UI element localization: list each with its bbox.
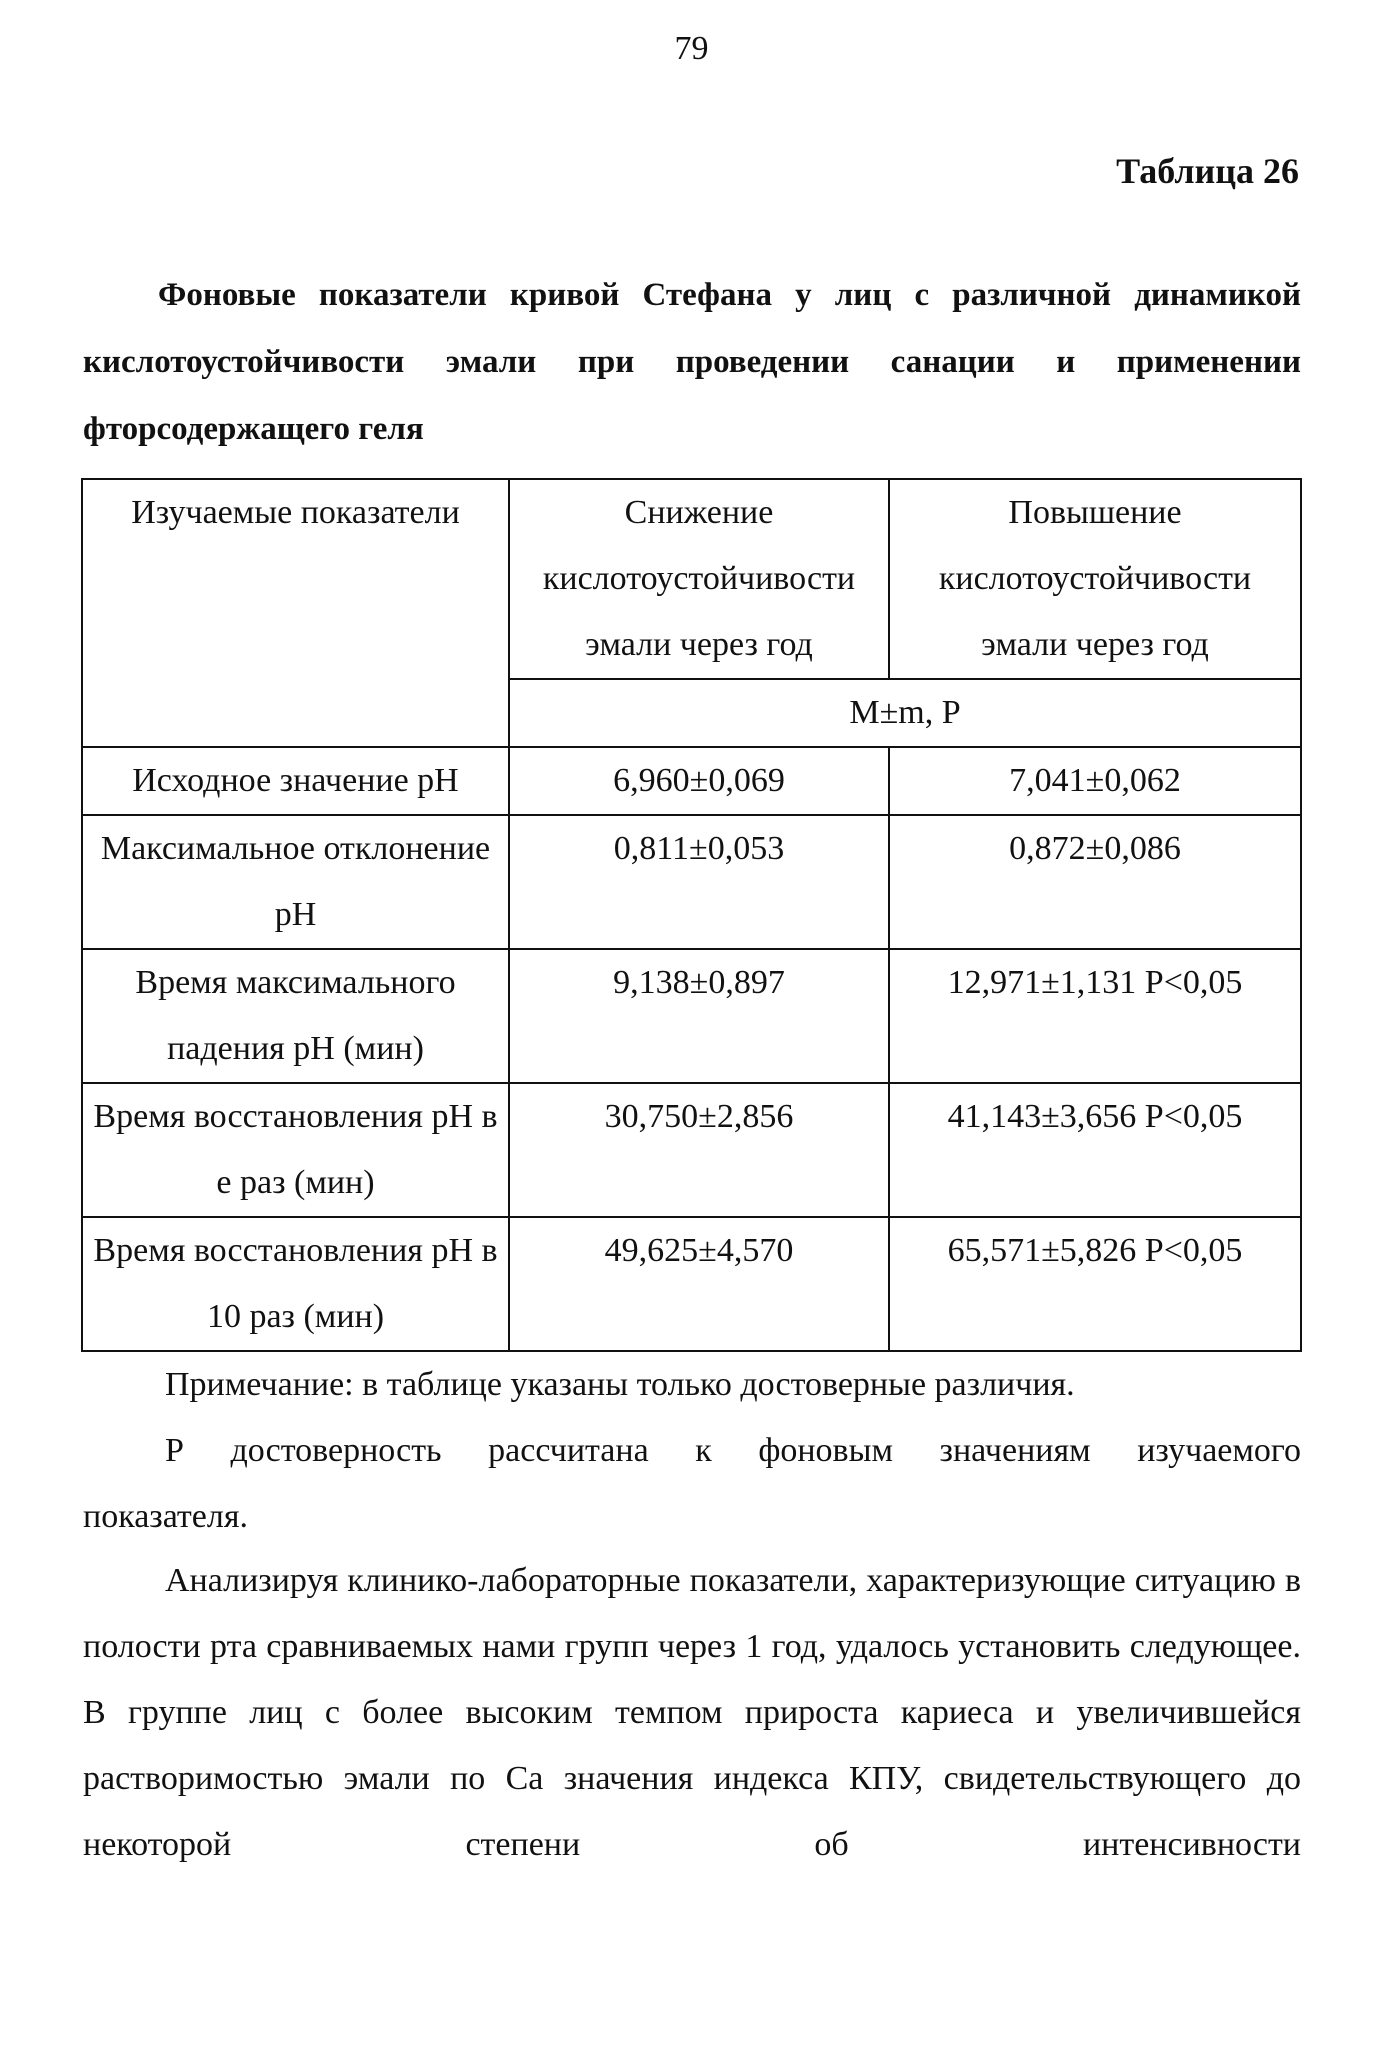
row-decrease-value: 0,811±0,053 (509, 815, 889, 949)
row-increase-value: 12,971±1,131 P<0,05 (889, 949, 1301, 1083)
table-row (82, 1217, 1301, 1351)
header-units: M±m, P (509, 679, 1301, 747)
data-table (81, 478, 1302, 1352)
header-decrease: Снижение кислотоустойчивости эмали через год (509, 479, 889, 679)
row-increase-value: 0,872±0,086 (889, 815, 1301, 949)
row-increase-value: 7,041±0,062 (889, 747, 1301, 815)
row-label: Максимальное отклонение pH (82, 815, 509, 949)
row-decrease-value: 6,960±0,069 (509, 747, 889, 815)
row-label: Время восстановления pH в 10 раз (мин) (82, 1217, 509, 1351)
row-increase-value: 41,143±3,656 P<0,05 (889, 1083, 1301, 1217)
row-label: Время максимального падения pH (мин) (82, 949, 509, 1083)
table-row (82, 949, 1301, 1083)
header-row (82, 479, 1301, 679)
row-increase-value: 65,571±5,826 P<0,05 (889, 1217, 1301, 1351)
body-paragraph: Анализируя клинико-лабораторные показатели, характеризующие ситуацию в полости рта сравниваемых нами групп через 1 год, удалось установить следующее. В группе лиц с более высоким темпом прироста кариеса и увеличившейся растворимостью эмали по Са значения индекса КПУ, свидетельствующего до некоторой степени об интенсивности (83, 1562, 1301, 1863)
table-row (82, 747, 1301, 815)
table-label: Таблица 26 (1116, 151, 1299, 191)
row-decrease-value: 49,625±4,570 (509, 1217, 889, 1351)
table-caption (83, 262, 1301, 463)
note-text: Примечание: в таблице указаны только достоверные различия. (165, 1366, 1075, 1403)
table-notes (83, 1352, 1301, 1550)
row-decrease-value: 30,750±2,856 (509, 1083, 889, 1217)
table-row (82, 1083, 1301, 1217)
row-label: Исходное значение pH (82, 747, 509, 815)
row-label: Время восстановления pH в е раз (мин) (82, 1083, 509, 1217)
row-decrease-value: 9,138±0,897 (509, 949, 889, 1083)
table-row (82, 815, 1301, 949)
p-value-note: Р достоверность рассчитана к фоновым значениям изучаемого показателя. (83, 1432, 1301, 1535)
caption-text: Фоновые показатели кривой Стефана у лиц с различной динамикой кислотоустойчивости эмали при проведении санации и применении фторсодержащего геля (83, 277, 1301, 447)
header-indicators: Изучаемые показатели (82, 479, 509, 747)
page-number: 79 (674, 30, 709, 67)
header-increase: Повышение кислотоустойчивости эмали через год (889, 479, 1301, 679)
